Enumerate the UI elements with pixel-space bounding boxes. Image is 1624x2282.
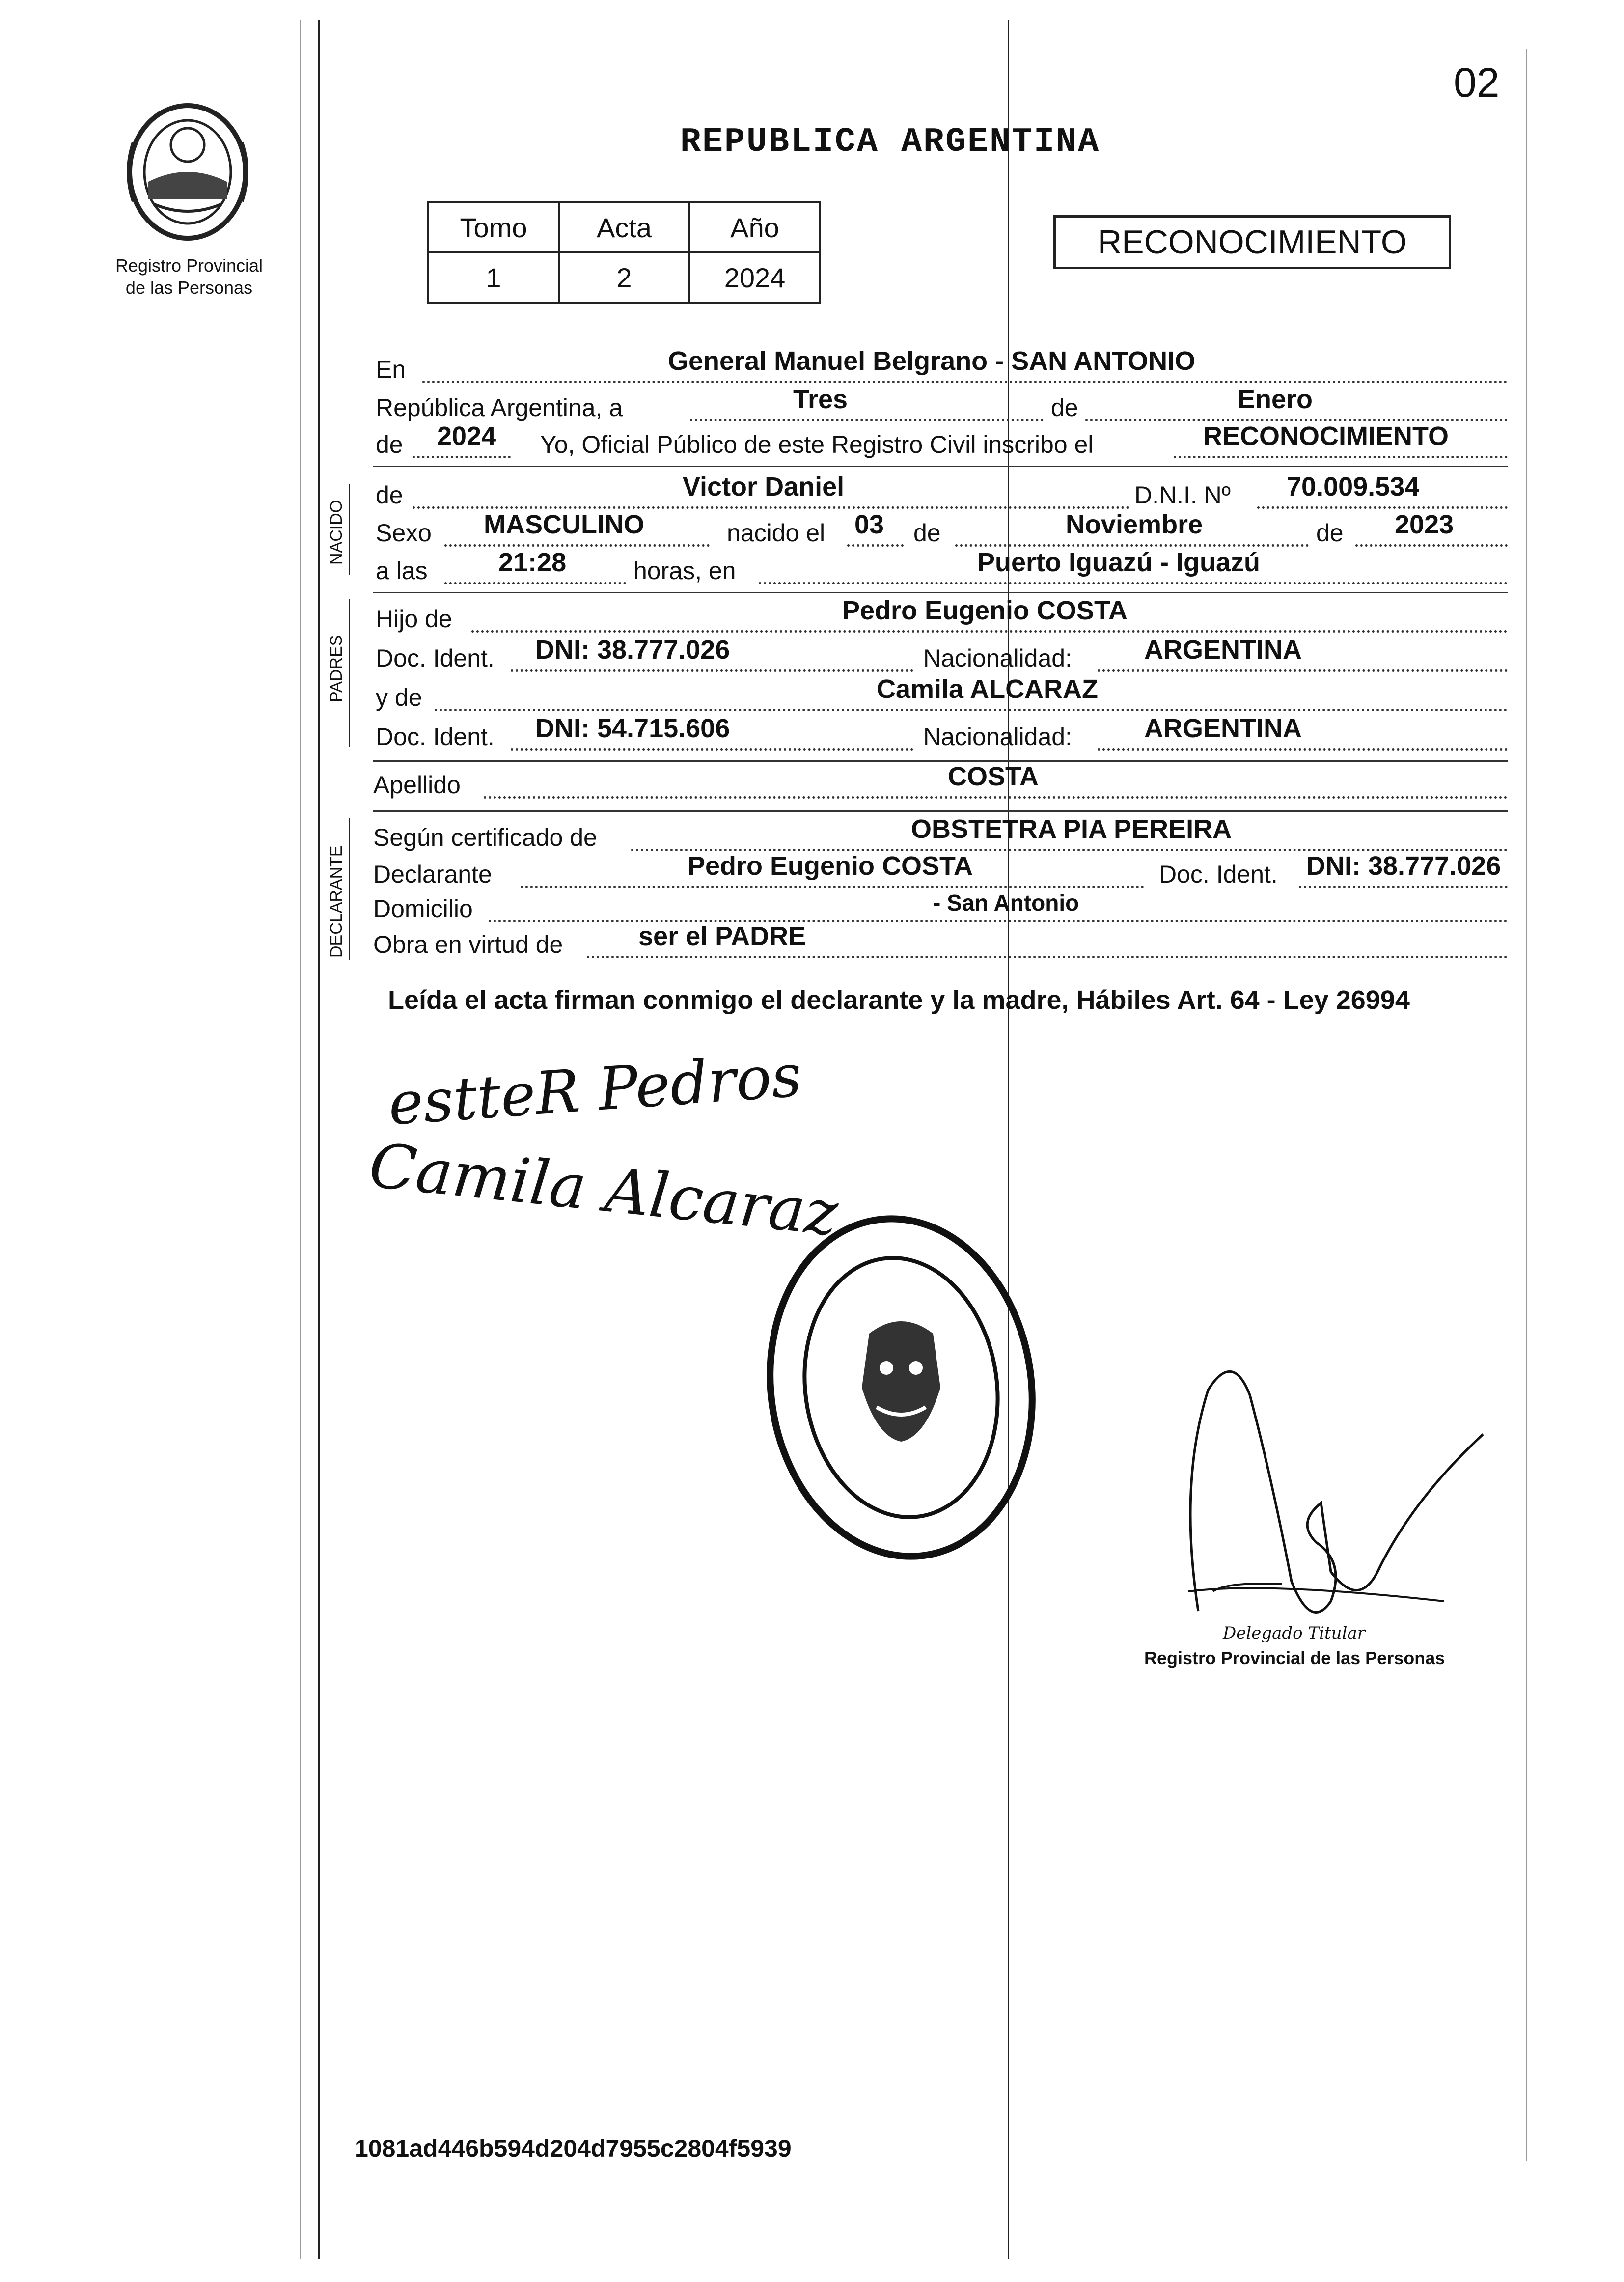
official-seal bbox=[764, 1211, 1039, 1564]
hijo-label: Hijo de bbox=[376, 605, 452, 633]
birth-month: Noviembre bbox=[1066, 510, 1203, 539]
dots bbox=[955, 544, 1309, 547]
official-caption-2: Registro Provincial de las Personas bbox=[1144, 1648, 1445, 1668]
dots bbox=[1098, 748, 1508, 751]
dots bbox=[422, 381, 1508, 383]
volume-value-tomo: 1 bbox=[428, 252, 559, 303]
dots bbox=[759, 582, 1508, 584]
page-number: 02 bbox=[1454, 59, 1500, 106]
de-label: de bbox=[376, 431, 403, 458]
right-margin-line bbox=[1526, 49, 1527, 2161]
de-label: de bbox=[376, 481, 403, 509]
child-sex: MASCULINO bbox=[484, 510, 644, 539]
sexo-label: Sexo bbox=[376, 519, 432, 547]
document-hash: 1081ad446b594d204d7955c2804f5939 bbox=[355, 2135, 792, 2162]
birth-year: 2023 bbox=[1395, 510, 1454, 539]
doc-label: Doc. Ident. bbox=[376, 644, 495, 672]
birth-time: 21:28 bbox=[498, 548, 567, 577]
section-bracket-nacido bbox=[349, 484, 350, 575]
volume-header-ano: Año bbox=[689, 202, 820, 252]
dots bbox=[1257, 506, 1508, 509]
section-tag-declarante: DECLARANTE bbox=[327, 845, 346, 958]
obra-label: Obra en virtud de bbox=[373, 931, 563, 958]
nacionalidad-label: Nacionalidad: bbox=[923, 644, 1072, 672]
dots bbox=[471, 630, 1508, 633]
dots bbox=[484, 796, 1508, 799]
dots bbox=[444, 582, 626, 584]
apellido-label: Apellido bbox=[373, 771, 461, 799]
horas-label: horas, en bbox=[633, 557, 736, 584]
declarant-doc: DNI: 38.777.026 bbox=[1306, 851, 1501, 881]
left-margin-line-faint bbox=[300, 20, 301, 2259]
father-signature: estteR Pedros bbox=[386, 1041, 804, 1139]
dots bbox=[587, 956, 1508, 958]
volume-value-acta: 2 bbox=[559, 252, 689, 303]
surname: COSTA bbox=[948, 762, 1039, 791]
dots bbox=[511, 669, 913, 672]
section-tag-nacido: NACIDO bbox=[327, 500, 346, 565]
dni-label: D.N.I. Nº bbox=[1134, 481, 1231, 509]
divider bbox=[373, 810, 1508, 812]
certificate-issuer: OBSTETRA PIA PEREIRA bbox=[911, 814, 1232, 844]
act-type-box: RECONOCIMIENTO bbox=[1053, 215, 1451, 269]
dots bbox=[847, 544, 904, 547]
registration-month: Enero bbox=[1238, 385, 1313, 414]
yo-text: Yo, Oficial Público de este Registro Civil inscribo el bbox=[540, 431, 1094, 458]
official-signature bbox=[1169, 1336, 1488, 1636]
mother-nationality: ARGENTINA bbox=[1144, 714, 1302, 743]
registration-day: Tres bbox=[793, 385, 848, 414]
logo-caption-line2: de las Personas bbox=[125, 278, 253, 298]
de-label: de bbox=[1051, 394, 1078, 421]
dots bbox=[511, 748, 913, 751]
republica-label: República Argentina, a bbox=[376, 394, 623, 421]
nacido-label: nacido el bbox=[727, 519, 826, 547]
nacionalidad-label: Nacionalidad: bbox=[923, 723, 1072, 751]
volume-table bbox=[427, 201, 821, 304]
divider bbox=[373, 466, 1508, 467]
dots bbox=[435, 709, 1508, 711]
provincial-logo bbox=[114, 98, 261, 246]
logo-caption-line1: Registro Provincial bbox=[115, 255, 263, 276]
dots bbox=[1355, 544, 1508, 547]
dots bbox=[444, 544, 710, 547]
domicilio-label: Domicilio bbox=[373, 895, 473, 922]
dots bbox=[1174, 456, 1508, 458]
de-label: de bbox=[913, 519, 941, 547]
section-bracket-declarante bbox=[349, 818, 350, 960]
section-tag-padres: PADRES bbox=[327, 635, 346, 702]
de-label: de bbox=[1316, 519, 1344, 547]
declarant-name: Pedro Eugenio COSTA bbox=[688, 851, 973, 881]
birth-day: 03 bbox=[854, 510, 884, 539]
divider bbox=[373, 760, 1508, 762]
child-dni: 70.009.534 bbox=[1287, 472, 1420, 501]
en-label: En bbox=[376, 356, 406, 383]
volume-value-ano: 2024 bbox=[689, 252, 820, 303]
volume-header-tomo: Tomo bbox=[428, 202, 559, 252]
father-doc: DNI: 38.777.026 bbox=[535, 635, 730, 665]
registered-act: RECONOCIMIENTO bbox=[1203, 421, 1449, 451]
declarant-relation: ser el PADRE bbox=[638, 921, 806, 951]
birth-place: Puerto Iguazú - Iguazú bbox=[977, 548, 1260, 577]
document-title: REPUBLICA ARGENTINA bbox=[680, 123, 1101, 162]
cert-label: Según certificado de bbox=[373, 824, 597, 851]
official-caption-1: Delegado Titular bbox=[1223, 1623, 1365, 1643]
section-bracket-padres bbox=[349, 599, 350, 747]
registry-place: General Manuel Belgrano - SAN ANTONIO bbox=[668, 346, 1196, 376]
dots bbox=[413, 456, 511, 458]
doc-label: Doc. Ident. bbox=[1159, 861, 1278, 888]
mother-signature: Camila Alcaraz bbox=[366, 1130, 841, 1250]
father-nationality: ARGENTINA bbox=[1144, 635, 1302, 665]
dots bbox=[413, 506, 1129, 509]
closing-text: Leída el acta firman conmigo el declarante y la madre, Hábiles Art. 64 - Ley 26994 bbox=[388, 985, 1410, 1015]
dots bbox=[1299, 886, 1508, 888]
mother-name: Camila ALCARAZ bbox=[877, 674, 1099, 704]
child-name: Victor Daniel bbox=[683, 472, 845, 501]
left-margin-line bbox=[318, 20, 320, 2259]
declarant-address: - San Antonio bbox=[933, 890, 1079, 916]
mother-doc: DNI: 54.715.606 bbox=[535, 714, 730, 743]
volume-header-acta: Acta bbox=[559, 202, 689, 252]
declarante-label: Declarante bbox=[373, 861, 492, 888]
dots bbox=[690, 419, 1044, 421]
father-name: Pedro Eugenio COSTA bbox=[842, 596, 1128, 625]
alas-label: a las bbox=[376, 557, 428, 584]
divider bbox=[373, 592, 1508, 593]
dots bbox=[1098, 669, 1508, 672]
registration-year: 2024 bbox=[437, 421, 496, 451]
yde-label: y de bbox=[376, 684, 422, 711]
doc-label: Doc. Ident. bbox=[376, 723, 495, 751]
